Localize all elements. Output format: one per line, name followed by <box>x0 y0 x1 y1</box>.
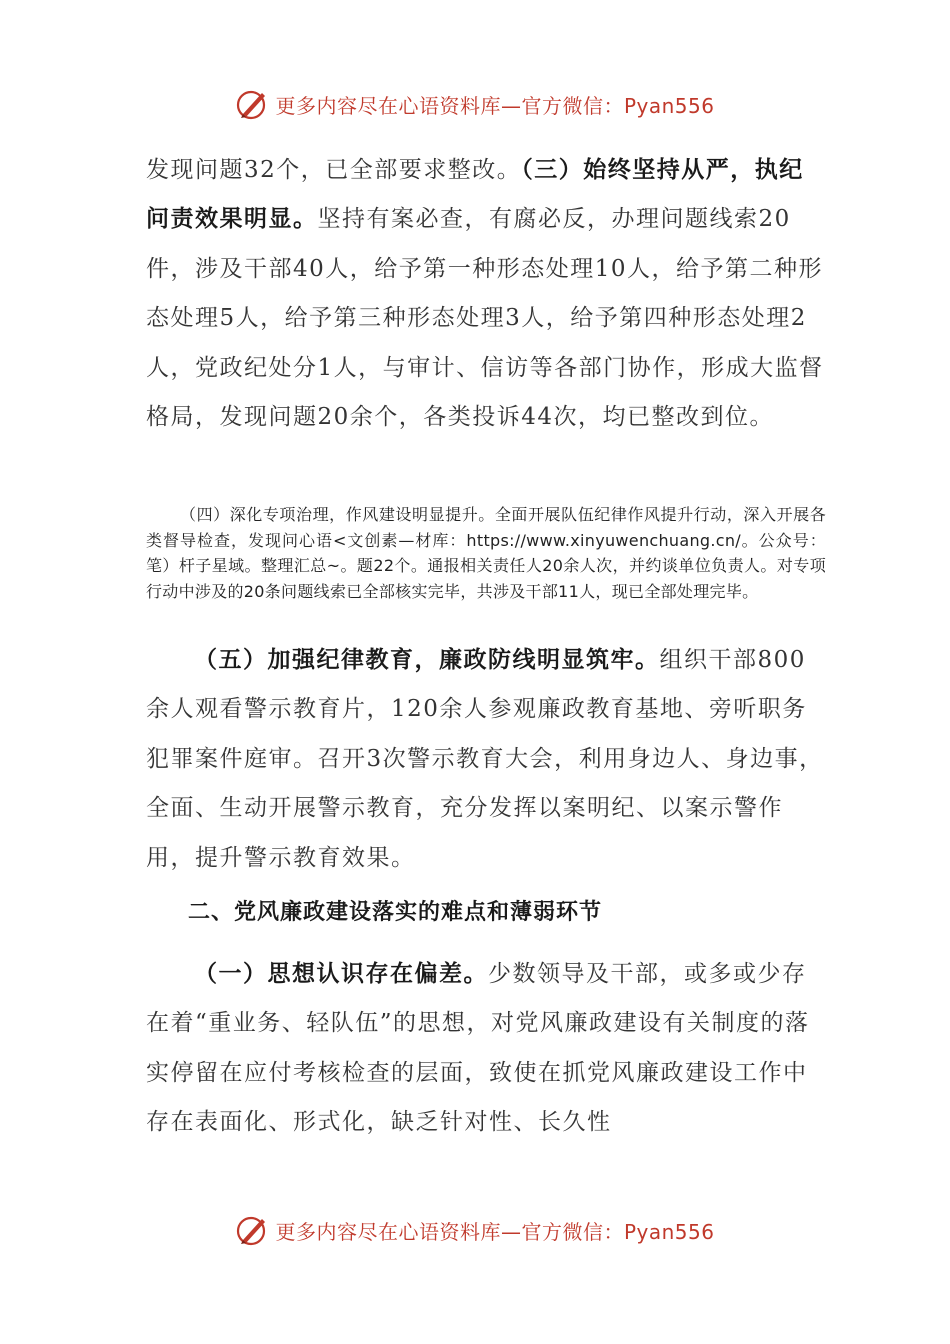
p4-bold: （一）思想认识存在偏差。 <box>194 961 488 987</box>
p1-normal: 发现问题32个，已全部要求整改。 <box>146 157 522 183</box>
footer-banner <box>0 1210 950 1250</box>
small-paragraph: （四）深化专项治理，作风建设明显提升。全面开展队伍纪律作风提升行动，深入开展各类督导检查，发现问心语<文创素—材库：https://www.xinyuwenchuang.cn/。公众号：笔）杆子星域。整理汇总~。题22个。通报相关责任人20余人次，并约谈单位负责人。对专项行动中涉及的20条问题线索已全部核实完毕，共涉及干部11人，现已全部处理完毕。 <box>146 505 826 601</box>
pen-logo-icon <box>235 87 269 121</box>
footer-banner-text: 更多内容尽在心语资料库—官方微信：Pyan556 <box>275 1219 715 1244</box>
p1-rest: 坚持有案必查，有腐必反，办理问题线索20件，涉及干部40人，给予第一种形态处理10人，给予第二种形态处理5人，给予第三种形态处理3人，给予第四种形态处理2人，党政纪处分1人，与审计、信访等各部门协作，形成大监督格局，发现问题20余个，各类投诉44次，均已整改到位。 <box>146 206 824 431</box>
p4-rest: 少数领导及干部，或多或少存在着“重业务、轻队伍”的思想，对党风廉政建设有关制度的落实停留在应付考核检查的层面，致使在抓党风廉政建设工作中存在表面化、形式化，缺乏针对性、长久性 <box>146 961 810 1136</box>
pen-logo-icon <box>235 1213 269 1247</box>
p1-bold: （三）始终坚持从严，执纪问责效果明显。 <box>146 157 804 233</box>
p3-rest: 组织干部800余人观看警示教育片，120余人参观廉政教育基地、旁听职务犯罪案件庭审。召开3次警示教育大会，利用身边人、身边事，全面、生动开展警示教育，充分发挥以案明纪、以案示警作用，提升警示教育效果。 <box>146 647 824 871</box>
section-4 <box>146 950 826 1148</box>
header-banner-text: 更多内容尽在心语资料库—官方微信：Pyan556 <box>275 93 715 118</box>
section-3 <box>146 636 826 883</box>
section-heading: 二、党风廉政建设落实的难点和薄弱环节 <box>188 900 603 925</box>
p3-bold: （五）加强纪律教育，廉政防线明显筑牢。 <box>194 647 660 673</box>
section-2 <box>146 502 826 604</box>
header-banner <box>0 84 950 124</box>
section-1 <box>146 146 826 442</box>
